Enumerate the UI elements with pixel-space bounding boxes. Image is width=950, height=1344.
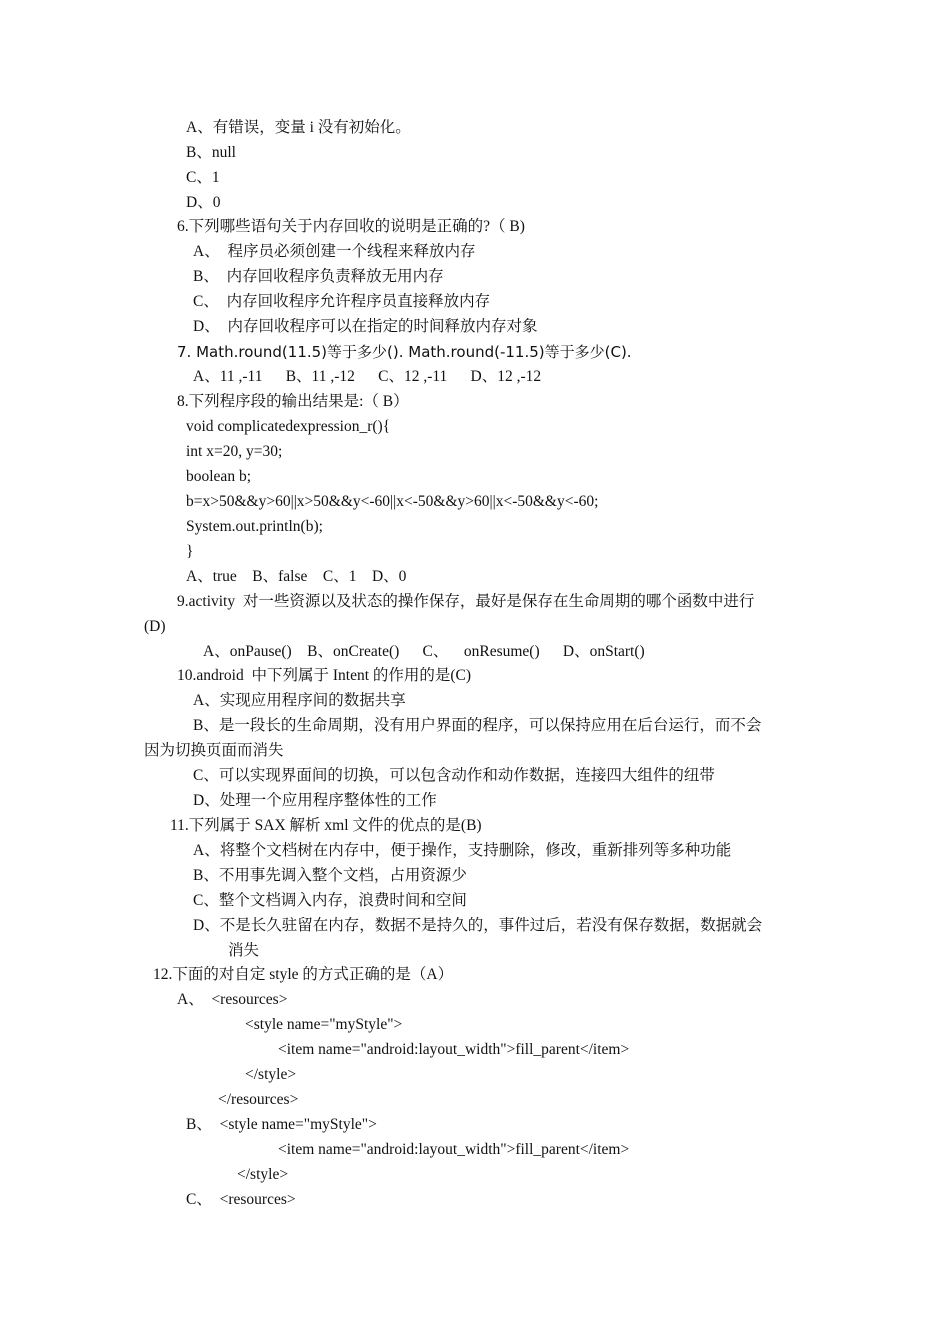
question-12: 12.下面的对自定 style 的方式正确的是（A） — [153, 966, 454, 983]
option-10b-cont: 因为切换页面而消失 — [144, 742, 284, 759]
option-12b-line3: </style> — [237, 1166, 289, 1183]
option-10a: A、实现应用程序间的数据共享 — [193, 692, 406, 709]
option-11b: B、不用事先调入整个文档，占用资源少 — [193, 867, 467, 884]
code-8-line5: System.out.println(b); — [186, 518, 323, 535]
option-12c-line1: C、 <resources> — [186, 1191, 296, 1208]
option-6b: B、 内存回收程序负责释放无用内存 — [193, 268, 444, 285]
option-6c: C、 内存回收程序允许程序员直接释放内存 — [193, 293, 491, 310]
question-8: 8.下列程序段的输出结果是:（ B） — [177, 393, 409, 410]
options-7: A、11 ,-11 B、11 ,-12 C、12 ,-11 D、12 ,-12 — [193, 368, 542, 385]
code-8-line4: b=x>50&&y>60||x>50&&y<-60||x<-50&&y>60||x<-50&&y<-60; — [186, 493, 599, 510]
code-8-line6: } — [186, 543, 194, 560]
question-9: 9.activity 对一些资源以及状态的操作保存，最好是保存在生命周期的哪个函数中进行 — [177, 593, 755, 610]
option-11c: C、整个文档调入内存，浪费时间和空间 — [193, 892, 467, 909]
option-11d: D、不是长久驻留在内存，数据不是持久的，事件过后，若没有保存数据，数据就会 — [193, 917, 763, 934]
option-12b-line2: <item name="android:layout_width">fill_parent</item> — [278, 1141, 630, 1158]
option-5c: C、1 — [186, 169, 220, 186]
option-10c: C、可以实现界面间的切换，可以包含动作和动作数据，连接四大组件的纽带 — [193, 767, 715, 784]
option-12a-line2: <style name="myStyle"> — [245, 1016, 403, 1033]
question-6: 6.下列哪些语句关于内存回收的说明是正确的?（ B) — [177, 218, 525, 235]
code-8-line3: boolean b; — [186, 468, 251, 485]
option-10b: B、是一段长的生命周期，没有用户界面的程序，可以保持应用在后台运行，而不会 — [193, 717, 762, 734]
option-10d: D、处理一个应用程序整体性的工作 — [193, 792, 437, 809]
option-12a-line3: <item name="android:layout_width">fill_parent</item> — [278, 1041, 630, 1058]
option-12a-line4: </style> — [245, 1066, 297, 1083]
option-6a: A、 程序员必须创建一个线程来释放内存 — [193, 243, 476, 260]
option-12a-line5: </resources> — [218, 1091, 299, 1108]
option-5a: A、有错误，变量 i 没有初始化。 — [186, 119, 411, 136]
option-11a: A、将整个文档树在内存中，便于操作，支持删除，修改，重新排列等多种功能 — [193, 842, 732, 859]
question-9-cont: (D) — [144, 618, 166, 635]
question-7: 7. Math.round(11.5)等于多少(). Math.round(-11.5)等于多少(C). — [177, 343, 632, 361]
question-10: 10.android 中下列属于 Intent 的作用的是(C) — [177, 667, 472, 684]
code-8-line1: void complicatedexpression_r(){ — [186, 418, 391, 435]
option-6d: D、 内存回收程序可以在指定的时间释放内存对象 — [193, 318, 538, 335]
options-8: A、true B、false C、1 D、0 — [186, 568, 407, 585]
option-11d-cont: 消失 — [228, 942, 260, 959]
options-9: A、onPause() B、onCreate() C、 onResume() D、onStart() — [203, 643, 645, 660]
code-8-line2: int x=20, y=30; — [186, 443, 283, 460]
option-12a-line1: A、 <resources> — [177, 991, 288, 1008]
question-11: 11.下列属于 SAX 解析 xml 文件的优点的是(B) — [170, 817, 482, 834]
option-5d: D、0 — [186, 194, 221, 211]
option-12b-line1: B、 <style name="myStyle"> — [186, 1116, 377, 1133]
option-5b: B、null — [186, 144, 236, 161]
